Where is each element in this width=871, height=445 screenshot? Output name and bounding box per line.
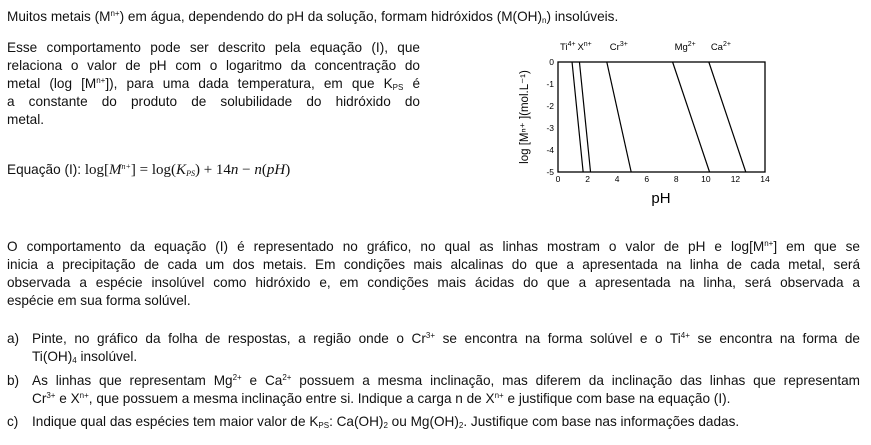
x-tick-label: 8: [673, 174, 679, 184]
x-tick-label: 0: [555, 174, 561, 184]
x-tick-label: 10: [701, 174, 711, 184]
series-label-Ti4+: $Ti^{4+}$: [560, 41, 576, 53]
x-tick-label: 2: [585, 174, 590, 184]
precipitation-chart: [500, 36, 790, 216]
series-line-Cr3+: [607, 62, 631, 172]
x-tick-label: 14: [760, 174, 770, 184]
y-tick-label: -2: [546, 101, 554, 111]
x-tick-label: 4: [614, 174, 620, 184]
equation-I: Equação (I): $\log[M^{n+}] = \log(K_{PS}) + 14n - n(pH)$: [7, 162, 291, 178]
x-tick-label: 6: [644, 174, 650, 184]
series-label-Mg2+: $Mg^{2+}$: [674, 41, 696, 53]
item-b: b) As linhas que representam $Mg^{2+}$ e $Ca^{2+}$ possuem a mesma inclinação, mas diferem da inclinação das linhas que representam $Cr^{3+}$ e $X^{n+}$, que possuem a mesma inclinação entre si. Indique a carga n de $X^{n+}$ e justifique com base na equação (I).: [7, 373, 860, 406]
y-tick-label: -5: [546, 167, 554, 177]
explanation-paragraph: O comportamento da equação (I) é representado no gráfico, no qual as linhas mostram o valor de pH e $\log[M^{n+}]$ em que se inicia a precipitação de cada um dos metais. Em condições mais alcalinas do que a apresentada na linha de cada metal, será observada a espécie insolúvel como hidróxido e, em condições mais ácidas do que a apresentada na linha, será observada a espécie em sua forma solúvel.: [7, 239, 860, 308]
intro-text: Muitos metais $(M^{n+})$ em água, dependendo do pH da solução, formam hidróxidos $(M(OH)_n)$ insolúveis.: [7, 9, 619, 25]
series-label-Ca2+: $Ca^{2+}$: [710, 41, 731, 53]
series-line-Ca2+: [709, 62, 746, 172]
y-tick-label: 0: [549, 57, 554, 67]
series-label-Xn+: $X^{n+}$: [577, 41, 592, 53]
x-tick-label: 12: [730, 174, 741, 184]
y-tick-label: -1: [546, 79, 554, 89]
item-c: c) Indique qual das espécies tem maior valor de $K_{PS}$: $Ca(OH)_2$ ou $Mg(OH)_2$. Justifique com base nas informações dadas.: [7, 414, 740, 430]
y-tick-label: -4: [546, 145, 554, 155]
series-line-Mg2+: [673, 62, 710, 172]
x-axis-label: pH: [651, 190, 671, 207]
series-label-Cr3+: $Cr^{3+}$: [609, 41, 628, 53]
description-paragraph: Esse comportamento pode ser descrito pela equação (I), que relaciona o valor de pH com o logaritmo da concentração do metal (log $[M^{n+}]$), para uma dada temperatura, em que $K_{PS}$ é a constante do produto de solubilidade do hidróxido do metal.: [7, 40, 420, 127]
item-a: a) Pinte, no gráfico da folha de respostas, a região onde o $Cr^{3+}$ se encontra na forma solúvel e o $Ti^{4+}$ se encontra na forma de $Ti(OH)_4$ insolúvel.: [7, 331, 860, 365]
y-axis-label: log [Mⁿ⁺ ](mol.L⁻¹): [519, 70, 531, 164]
y-tick-label: -3: [546, 123, 554, 133]
